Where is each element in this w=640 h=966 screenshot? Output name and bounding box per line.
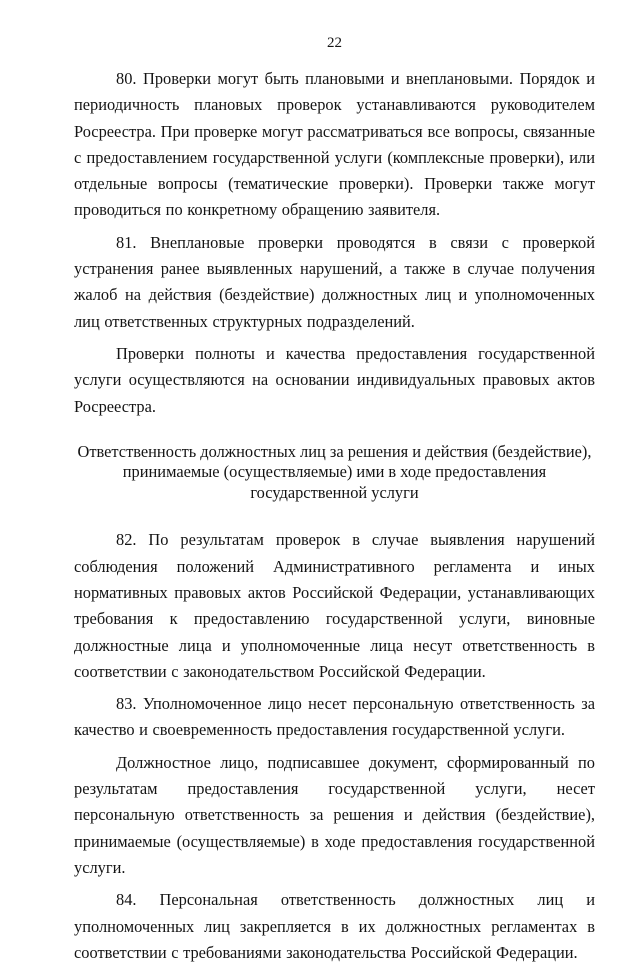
paragraph-81: 81. Внеплановые проверки проводятся в связи с проверкой устранения ранее выявленных нарушений, а также в случае получения жалоб на действия (бездействие) должностных лиц и уполномоченных лиц ответственных структурных подразделений. [74, 232, 595, 331]
paragraph-82: 82. По результатам проверок в случае выявления нарушений соблюдения положений Административного регламента и иных нормативных правовых актов Российской Федерации, устанавливающих требования к предоставлению государственной услуги, виновные должностные лица и уполномоченные лица несут ответственность в соответствии с законодательством Российской Федерации. [74, 530, 595, 681]
section-heading [74, 442, 595, 504]
paragraph-83: 83. Уполномоченное лицо несет персональную ответственность за качество и своевременность предоставления государственной услуги. [74, 694, 595, 740]
section-heading-line-1: Ответственность должностных лиц за решения и действия (бездействие), [77, 441, 592, 461]
section-heading-line-2: принимаемые (осуществляемые) ими в ходе предоставления [122, 462, 547, 482]
paragraph-83-continued: Должностное лицо, подписавшее документ, сформированный по результатам предоставления государственной услуги, несет персональную ответственность за решения и действия (бездействие), принимаемые (осуществляемые) в ходе предоставления государственной услуги. [74, 752, 595, 877]
section-heading-line-3: государственной услуги [250, 482, 419, 502]
paragraph-81-continued: Проверки полноты и качества предоставления государственной услуги осуществляются на основании индивидуальных правовых актов Росреестра. [74, 343, 595, 416]
paragraph-80: 80. Проверки могут быть плановыми и внеплановыми. Порядок и периодичность плановых проверок устанавливаются руководителем Росреестра. При проверке могут рассматриваться все вопросы, связанные с предоставлением государственной услуги (комплексные проверки), или отдельные вопросы (тематические проверки). Проверки также могут проводиться по конкретному обращению заявителя. [74, 69, 595, 220]
page-number: 22 [327, 35, 342, 51]
paragraph-84: 84. Персональная ответственность должностных лиц и уполномоченных лиц закрепляется в их должностных регламентах в соответствии с требованиями законодательства Российской Федерации. [74, 890, 595, 962]
